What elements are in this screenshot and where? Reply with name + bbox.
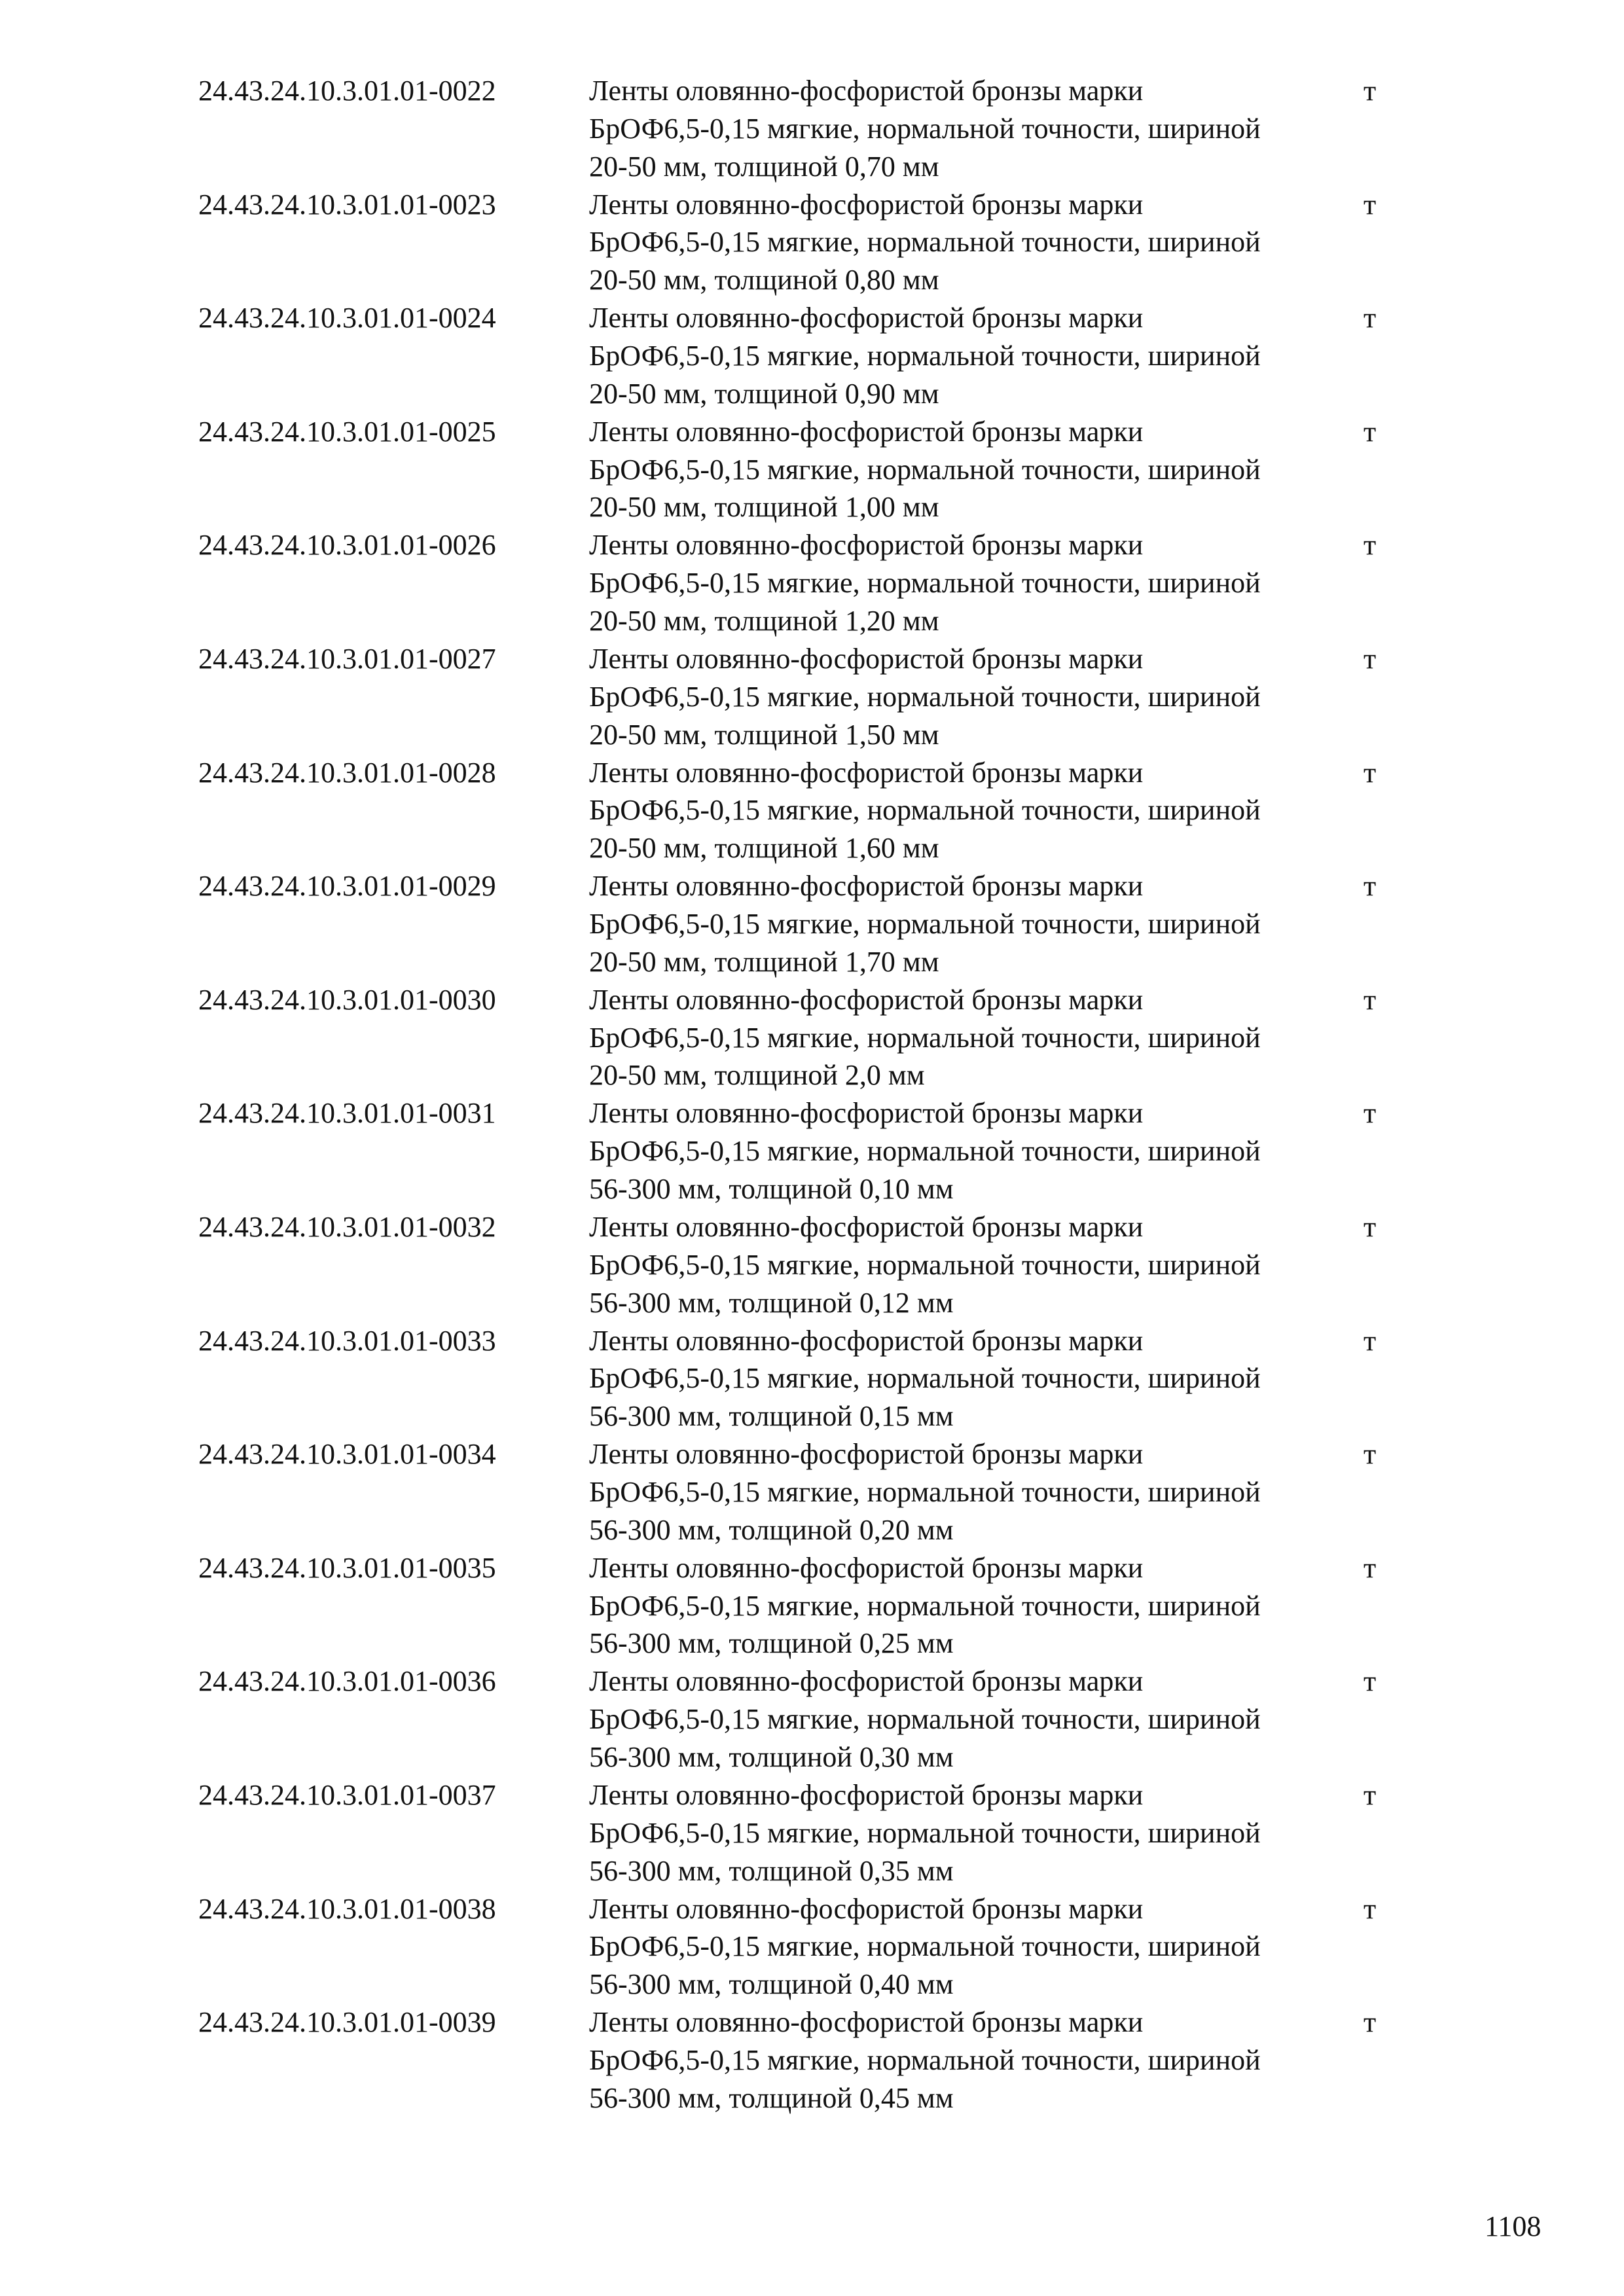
list-item: [198, 72, 1442, 186]
description-line: БрОФ6,5-0,15 мягкие, нормальной точности, шириной: [589, 112, 1261, 145]
description-line: БрОФ6,5-0,15 мягкие, нормальной точности, шириной: [589, 1021, 1261, 1054]
resource-code: 24.43.24.10.3.01.01-0035: [198, 1551, 496, 1584]
resource-code: 24.43.24.10.3.01.01-0025: [198, 415, 496, 448]
description-line: Ленты оловянно-фосфористой бронзы марки: [589, 75, 1144, 107]
description-line: БрОФ6,5-0,15 мягкие, нормальной точности, шириной: [589, 567, 1261, 600]
unit-of-measure: т: [1363, 1324, 1377, 1357]
resource-description: [589, 1549, 1365, 1662]
list-item: [198, 186, 1442, 300]
resource-description: [589, 413, 1365, 526]
description-line: Ленты оловянно-фосфористой бронзы марки: [589, 1551, 1144, 1584]
description-line: Ленты оловянно-фосфористой бронзы марки: [589, 1778, 1144, 1811]
description-line: 20-50 мм, толщиной 1,60 мм: [589, 832, 939, 865]
list-item: [198, 2003, 1442, 2117]
description-line: 56-300 мм, толщиной 0,10 мм: [589, 1172, 954, 1205]
description-line: Ленты оловянно-фосфористой бронзы марки: [589, 415, 1144, 448]
resource-description: [589, 1322, 1365, 1435]
description-line: Ленты оловянно-фосфористой бронзы марки: [589, 529, 1144, 562]
list-item: [198, 1776, 1442, 1890]
list-item: [198, 754, 1442, 868]
unit-of-measure: т: [1363, 529, 1377, 562]
description-line: БрОФ6,5-0,15 мягкие, нормальной точности, шириной: [589, 339, 1261, 372]
description-line: Ленты оловянно-фосфористой бронзы марки: [589, 1892, 1144, 1925]
unit-of-measure: т: [1363, 75, 1377, 107]
description-line: 56-300 мм, толщиной 0,40 мм: [589, 1968, 954, 2001]
resource-code: 24.43.24.10.3.01.01-0039: [198, 2006, 496, 2039]
description-line: БрОФ6,5-0,15 мягкие, нормальной точности, шириной: [589, 1362, 1261, 1395]
description-line: БрОФ6,5-0,15 мягкие, нормальной точности, шириной: [589, 680, 1261, 713]
description-line: 56-300 мм, толщиной 0,35 мм: [589, 1854, 954, 1887]
description-line: БрОФ6,5-0,15 мягкие, нормальной точности, шириной: [589, 907, 1261, 940]
resource-description: [589, 640, 1365, 753]
list-item: [198, 299, 1442, 413]
description-line: Ленты оловянно-фосфористой бронзы марки: [589, 1324, 1144, 1357]
description-line: БрОФ6,5-0,15 мягкие, нормальной точности, шириной: [589, 1589, 1261, 1622]
resource-description: [589, 867, 1365, 980]
list-item: [198, 981, 1442, 1095]
resource-description: [589, 1776, 1365, 1890]
description-line: 20-50 мм, толщиной 0,90 мм: [589, 377, 939, 410]
description-line: БрОФ6,5-0,15 мягкие, нормальной точности, шириной: [589, 1475, 1261, 1508]
resource-description: [589, 1662, 1365, 1776]
list-item: [198, 1208, 1442, 1322]
unit-of-measure: т: [1363, 415, 1377, 448]
resource-description: [589, 186, 1365, 299]
resource-code: 24.43.24.10.3.01.01-0030: [198, 983, 496, 1016]
resource-description: [589, 526, 1365, 639]
resource-description: [589, 2003, 1365, 2117]
description-line: Ленты оловянно-фосфористой бронзы марки: [589, 302, 1144, 334]
list-item: [198, 413, 1442, 527]
list-item: [198, 526, 1442, 640]
resource-description: [589, 72, 1365, 185]
resource-description: [589, 299, 1365, 412]
resource-description: [589, 1890, 1365, 2003]
description-line: БрОФ6,5-0,15 мягкие, нормальной точности, шириной: [589, 1135, 1261, 1168]
unit-of-measure: т: [1363, 188, 1377, 221]
list-item: [198, 1890, 1442, 2004]
resource-code: 24.43.24.10.3.01.01-0037: [198, 1778, 496, 1811]
description-line: БрОФ6,5-0,15 мягкие, нормальной точности, шириной: [589, 794, 1261, 827]
unit-of-measure: т: [1363, 1551, 1377, 1584]
description-line: БрОФ6,5-0,15 мягкие, нормальной точности, шириной: [589, 2043, 1261, 2076]
unit-of-measure: т: [1363, 1892, 1377, 1925]
description-line: Ленты оловянно-фосфористой бронзы марки: [589, 756, 1144, 789]
resource-code: 24.43.24.10.3.01.01-0036: [198, 1665, 496, 1698]
unit-of-measure: т: [1363, 870, 1377, 903]
resource-description: [589, 1094, 1365, 1208]
resource-description: [589, 981, 1365, 1094]
unit-of-measure: т: [1363, 1097, 1377, 1130]
description-line: 20-50 мм, толщиной 1,20 мм: [589, 604, 939, 637]
resource-code: 24.43.24.10.3.01.01-0028: [198, 756, 496, 789]
unit-of-measure: т: [1363, 2006, 1377, 2039]
description-line: 56-300 мм, толщиной 0,45 мм: [589, 2081, 954, 2114]
description-line: Ленты оловянно-фосфористой бронзы марки: [589, 188, 1144, 221]
description-line: Ленты оловянно-фосфористой бронзы марки: [589, 1210, 1144, 1243]
description-line: 56-300 мм, толщиной 0,15 мм: [589, 1400, 954, 1433]
description-line: Ленты оловянно-фосфористой бронзы марки: [589, 1438, 1144, 1471]
description-line: 56-300 мм, толщиной 0,25 мм: [589, 1627, 954, 1660]
description-line: 20-50 мм, толщиной 0,70 мм: [589, 150, 939, 183]
description-line: 20-50 мм, толщиной 1,70 мм: [589, 945, 939, 978]
resource-description: [589, 1208, 1365, 1321]
resource-code: 24.43.24.10.3.01.01-0033: [198, 1324, 496, 1357]
resource-code: 24.43.24.10.3.01.01-0031: [198, 1097, 496, 1130]
entries-list: [198, 72, 1442, 2117]
resource-code: 24.43.24.10.3.01.01-0022: [198, 75, 496, 107]
description-line: 56-300 мм, толщиной 0,30 мм: [589, 1740, 954, 1773]
description-line: 20-50 мм, толщиной 0,80 мм: [589, 264, 939, 296]
unit-of-measure: т: [1363, 302, 1377, 334]
resource-code: 24.43.24.10.3.01.01-0032: [198, 1210, 496, 1243]
description-line: Ленты оловянно-фосфористой бронзы марки: [589, 2006, 1144, 2039]
list-item: [198, 640, 1442, 754]
description-line: Ленты оловянно-фосфористой бронзы марки: [589, 1097, 1144, 1130]
list-item: [198, 1322, 1442, 1436]
description-line: Ленты оловянно-фосфористой бронзы марки: [589, 983, 1144, 1016]
resource-description: [589, 1435, 1365, 1549]
resource-code: 24.43.24.10.3.01.01-0038: [198, 1892, 496, 1925]
list-item: [198, 1662, 1442, 1776]
description-line: 56-300 мм, толщиной 0,20 мм: [589, 1513, 954, 1546]
unit-of-measure: т: [1363, 1438, 1377, 1471]
resource-code: 24.43.24.10.3.01.01-0024: [198, 302, 496, 334]
description-line: БрОФ6,5-0,15 мягкие, нормальной точности, шириной: [589, 226, 1261, 259]
description-line: 20-50 мм, толщиной 1,50 мм: [589, 718, 939, 751]
unit-of-measure: т: [1363, 1210, 1377, 1243]
unit-of-measure: т: [1363, 1778, 1377, 1811]
description-line: 20-50 мм, толщиной 2,0 мм: [589, 1059, 925, 1092]
resource-code: 24.43.24.10.3.01.01-0026: [198, 529, 496, 562]
description-line: БрОФ6,5-0,15 мягкие, нормальной точности, шириной: [589, 1703, 1261, 1736]
description-line: 20-50 мм, толщиной 1,00 мм: [589, 491, 939, 524]
list-item: [198, 867, 1442, 981]
description-line: БрОФ6,5-0,15 мягкие, нормальной точности, шириной: [589, 1816, 1261, 1849]
unit-of-measure: т: [1363, 756, 1377, 789]
unit-of-measure: т: [1363, 1665, 1377, 1698]
unit-of-measure: т: [1363, 983, 1377, 1016]
list-item: [198, 1435, 1442, 1549]
list-item: [198, 1549, 1442, 1663]
list-item: [198, 1094, 1442, 1208]
description-line: БрОФ6,5-0,15 мягкие, нормальной точности, шириной: [589, 1930, 1261, 1963]
description-line: Ленты оловянно-фосфористой бронзы марки: [589, 642, 1144, 675]
description-line: БрОФ6,5-0,15 мягкие, нормальной точности, шириной: [589, 1248, 1261, 1281]
description-line: 56-300 мм, толщиной 0,12 мм: [589, 1286, 954, 1319]
resource-code: 24.43.24.10.3.01.01-0034: [198, 1438, 496, 1471]
description-line: БрОФ6,5-0,15 мягкие, нормальной точности, шириной: [589, 453, 1261, 486]
description-line: Ленты оловянно-фосфористой бронзы марки: [589, 1665, 1144, 1698]
resource-code: 24.43.24.10.3.01.01-0023: [198, 188, 496, 221]
resource-code: 24.43.24.10.3.01.01-0029: [198, 870, 496, 903]
resource-code: 24.43.24.10.3.01.01-0027: [198, 642, 496, 675]
unit-of-measure: т: [1363, 642, 1377, 675]
page-number: 1108: [1485, 2210, 1542, 2242]
resource-description: [589, 754, 1365, 867]
description-line: Ленты оловянно-фосфористой бронзы марки: [589, 870, 1144, 903]
